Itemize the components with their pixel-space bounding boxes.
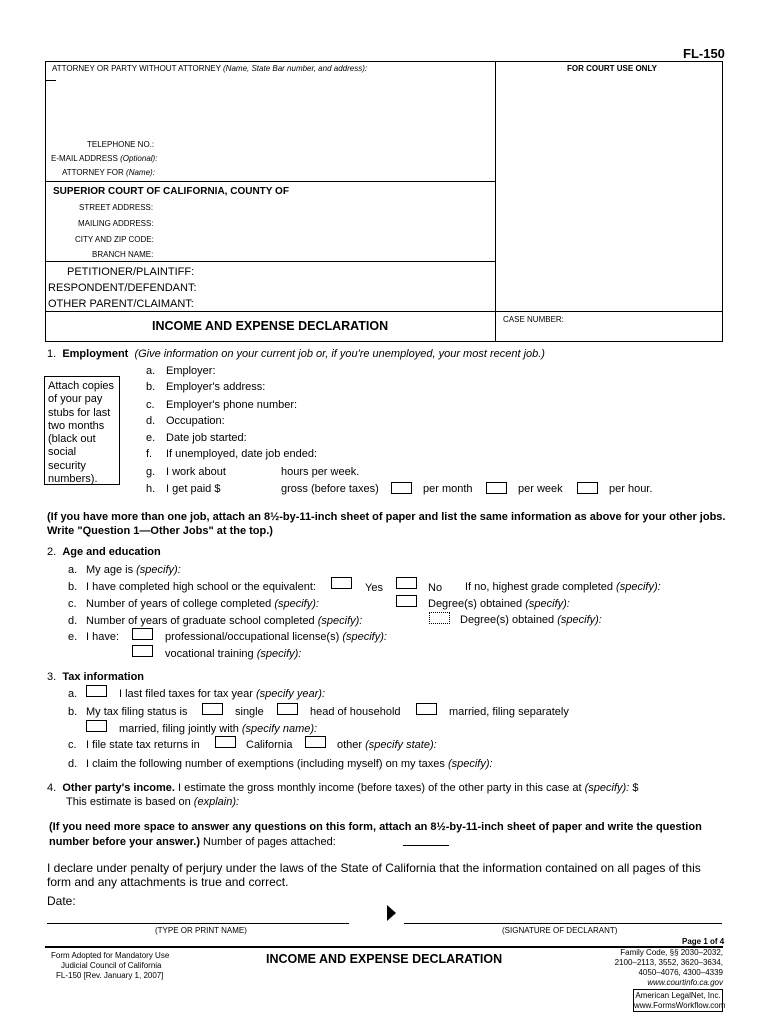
vocational-checkbox[interactable] [132, 645, 153, 657]
per-month-label: per month [423, 483, 473, 495]
branch-label: BRANCH NAME: [92, 250, 154, 259]
rule-title [45, 311, 723, 312]
california-checkbox[interactable] [215, 736, 236, 748]
highest-grade-label: If no, highest grade completed (specify): [465, 581, 661, 593]
exemptions-label: I claim the following number of exemptions (including myself) on my taxes (specify): [86, 758, 493, 770]
section-3-heading: 3. Tax information [47, 671, 145, 683]
court-use-label: FOR COURT USE ONLY [567, 64, 657, 73]
header-right-border [722, 61, 723, 341]
per-month-checkbox[interactable] [391, 482, 412, 494]
signature-line [404, 923, 722, 924]
per-week-label: per week [518, 483, 563, 495]
s2-letter-b: b. [68, 581, 78, 593]
s1-letter-e: e. [146, 432, 156, 444]
family-code-3: 4050–4076, 4300–4339 [638, 968, 723, 977]
declaration-statement: I declare under penalty of perjury under the laws of the State of California that the information contained on all pages of this form and any attachments is true and correct. [47, 861, 701, 889]
s1-letter-a: a. [146, 365, 156, 377]
s3-letter-c: c. [68, 739, 77, 751]
pages-attached-line [403, 845, 449, 846]
date-started-label: Date job started: [166, 432, 247, 444]
section-4-heading: 4. Other party's income. I estimate the gross monthly income (before taxes) of the other party in this case at (specify): $ [47, 782, 639, 794]
employer-address-label: Employer's address: [166, 381, 266, 393]
attorney-for-label: ATTORNEY FOR (Name): [62, 168, 155, 177]
per-hour-label: per hour. [609, 483, 653, 495]
vocational-label: vocational training (specify): [165, 648, 302, 660]
s1-letter-f: f. [146, 448, 153, 460]
other-parent-label: OTHER PARENT/CLAIMANT: [48, 298, 194, 310]
document-title: INCOME AND EXPENSE DECLARATION [152, 319, 389, 333]
header-divider [495, 61, 496, 341]
more-space-note: (If you need more space to answer any questions on this form, attach an 8½-by-11-inch sheet of paper and write the question number before your answer.) Number of pages attached: [49, 821, 702, 848]
college-degree-checkbox[interactable] [396, 595, 417, 607]
grad-degree-checkbox[interactable] [429, 612, 450, 624]
signature-arrow-icon [385, 904, 397, 922]
section-1-heading: 1. Employment (Give information on your current job or, if you're unemployed, your most recent job.) [47, 348, 545, 360]
filing-status-label: My tax filing status is [86, 706, 188, 718]
employer-phone-label: Employer's phone number: [166, 399, 298, 411]
occupation-label: Occupation: [166, 415, 225, 427]
license-label: professional/occupational license(s) (specify): [165, 631, 387, 643]
court-website-link[interactable]: www.courtinfo.ca.gov [647, 978, 723, 987]
date-label: Date: [47, 894, 76, 908]
court-title: SUPERIOR COURT OF CALIFORNIA, COUNTY OF [53, 186, 289, 197]
council-label: Judicial Council of California [61, 961, 162, 970]
tax-year-label: I last filed taxes for tax year (specify year): [119, 688, 326, 700]
header-bottom-rule [45, 341, 723, 342]
s1-letter-d: d. [146, 415, 156, 427]
s2-letter-e: e. [68, 631, 78, 643]
estimate-basis-label: This estimate is based on (explain): [66, 796, 240, 808]
hours-per-week-label: hours per week. [281, 466, 360, 478]
case-number-label: CASE NUMBER: [503, 315, 564, 324]
grad-degree-label: Degree(s) obtained (specify): [460, 614, 602, 626]
single-checkbox[interactable] [202, 703, 223, 715]
married-jointly-checkbox[interactable] [86, 720, 107, 732]
s2-letter-d: d. [68, 615, 78, 627]
s3-letter-b: b. [68, 706, 78, 718]
license-checkbox[interactable] [132, 628, 153, 640]
mailing-label: MAILING ADDRESS: [78, 219, 154, 228]
california-label: California [246, 739, 293, 751]
age-label: My age is (specify): [86, 564, 181, 576]
s1-letter-b: b. [146, 381, 156, 393]
per-week-checkbox[interactable] [486, 482, 507, 494]
s2-letter-c: c. [68, 598, 77, 610]
s3-letter-d: d. [68, 758, 78, 770]
telephone-label: TELEPHONE NO.: [87, 140, 155, 149]
street-label: STREET ADDRESS: [79, 203, 154, 212]
college-years-label: Number of years of college completed (specify): [86, 598, 319, 610]
brand-name: American LegalNet, Inc. [635, 991, 721, 1000]
per-hour-checkbox[interactable] [577, 482, 598, 494]
family-code-1: Family Code, §§ 2030–2032, [620, 948, 723, 957]
other-state-label: other (specify state): [337, 739, 437, 751]
i-have-label: I have: [86, 631, 120, 643]
head-of-household-checkbox[interactable] [277, 703, 298, 715]
city-label: CITY AND ZIP CODE: [75, 235, 154, 244]
page-number: Page 1 of 4 [682, 937, 725, 946]
married-jointly-label: married, filing jointly with (specify name): [119, 723, 318, 735]
attorney-label: ATTORNEY OR PARTY WITHOUT ATTORNEY (Name, State Bar number, and address): [52, 64, 368, 73]
high-school-yes-checkbox[interactable] [331, 577, 352, 589]
high-school-label: I have completed high school or the equivalent: [86, 581, 316, 593]
gross-label: gross (before taxes) [281, 483, 379, 495]
s2-letter-a: a. [68, 564, 78, 576]
attach-pay-stubs-note: Attach copies of your pay stubs for last two months (black out social security numbers). [44, 376, 120, 485]
rule-court [45, 181, 495, 182]
header-left-border [45, 61, 46, 341]
respondent-label: RESPONDENT/DEFENDANT: [48, 282, 197, 294]
brand-box [633, 989, 726, 1012]
header-top-rule [45, 61, 723, 62]
state-returns-label: I file state tax returns in [86, 739, 200, 751]
petitioner-label: PETITIONER/PLAINTIFF: [67, 266, 195, 278]
head-of-household-label: head of household [310, 706, 401, 718]
work-about-label: I work about [166, 466, 226, 478]
employer-label: Employer: [166, 365, 216, 377]
footer-title: INCOME AND EXPENSE DECLARATION [266, 952, 503, 966]
signature-caption: (SIGNATURE OF DECLARANT) [502, 926, 618, 935]
college-degree-label: Degree(s) obtained (specify): [428, 598, 570, 610]
date-ended-label: If unemployed, date job ended: [166, 448, 318, 460]
name-line [47, 923, 349, 924]
email-label: E-MAIL ADDRESS (Optional): [51, 154, 158, 163]
high-school-no-label: No [428, 582, 443, 594]
s1-letter-h: h. [146, 483, 156, 495]
high-school-yes-label: Yes [365, 582, 383, 594]
brand-website[interactable]: www.FormsWorkflow.com [634, 1001, 726, 1010]
adopted-label: Form Adopted for Mandatory Use [51, 951, 170, 960]
married-separately-label: married, filing separately [449, 706, 569, 718]
high-school-no-checkbox[interactable] [396, 577, 417, 589]
s1-letter-c: c. [146, 399, 155, 411]
type-name-caption: (TYPE OR PRINT NAME) [155, 926, 247, 935]
more-jobs-note: (If you have more than one job, attach an 8½-by-11-inch sheet of paper and list the same information as above for your other jobs. Write "Question 1—Other Jobs" at the top.) [47, 511, 726, 537]
grad-years-label: Number of years of graduate school completed (specify): [86, 615, 363, 627]
s1-letter-g: g. [146, 466, 156, 478]
form-id: FL-150 [683, 46, 725, 61]
rule-parties [45, 261, 495, 262]
tax-year-checkbox[interactable] [86, 685, 107, 697]
section-2-heading: 2. Age and education [47, 546, 161, 558]
married-separately-checkbox[interactable] [416, 703, 437, 715]
attorney-mark [46, 80, 56, 81]
single-label: single [235, 706, 264, 718]
other-state-checkbox[interactable] [305, 736, 326, 748]
family-code-2: 2100–2113, 3552, 3620–3634, [614, 958, 723, 967]
s3-letter-a: a. [68, 688, 78, 700]
paid-label: I get paid $ [166, 483, 221, 495]
revision-label: FL-150 [Rev. January 1, 2007] [56, 971, 164, 980]
